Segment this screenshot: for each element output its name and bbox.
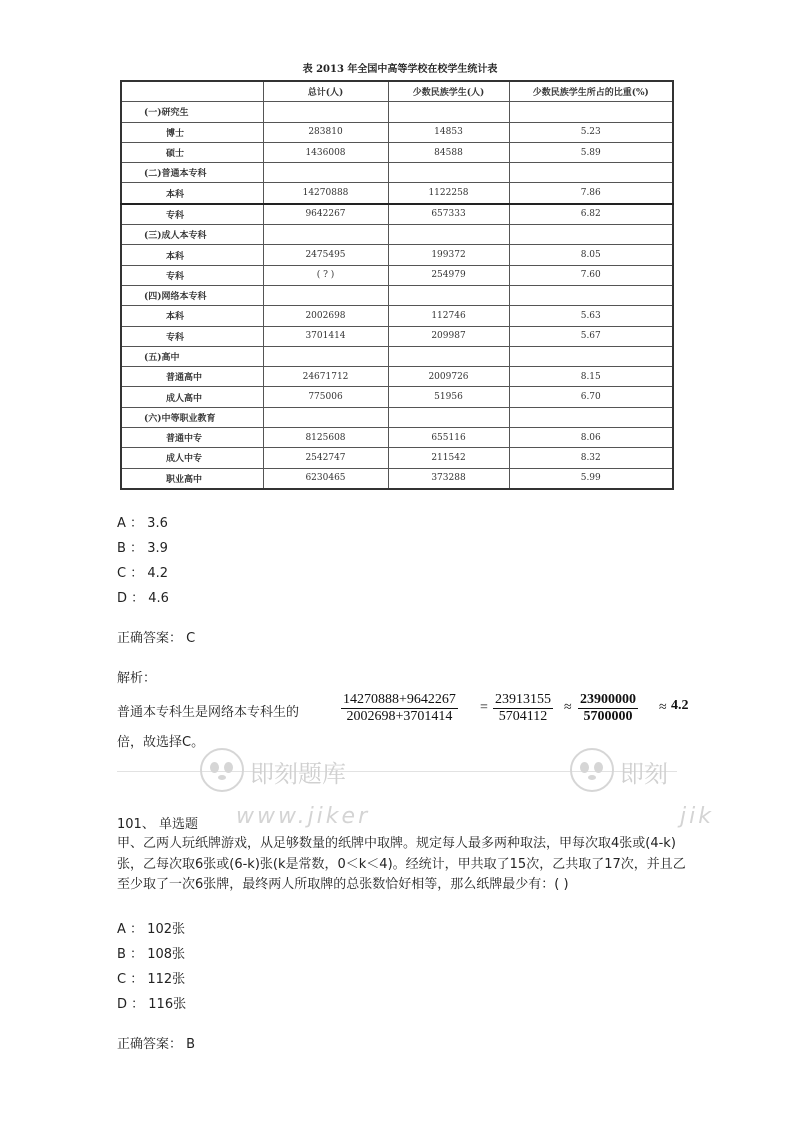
- cell-minority: 51956: [388, 387, 509, 407]
- option-text: 108张: [147, 947, 186, 962]
- question-type: 单选题: [158, 817, 198, 832]
- option-letter: B: [117, 947, 126, 962]
- cell-label: 专科: [121, 204, 263, 225]
- answer-value: B: [186, 1037, 196, 1052]
- header-cell: 总计(人): [263, 81, 388, 102]
- cell-label: (一)研究生: [121, 102, 263, 122]
- fraction-3: [578, 692, 638, 725]
- cell-total: 6230465: [263, 468, 388, 489]
- cell-empty: [388, 285, 509, 305]
- option-text: 3.9: [147, 541, 168, 556]
- option-text: 3.6: [147, 516, 168, 531]
- analysis-result: 4.2: [671, 698, 689, 713]
- table-section-row: [121, 163, 673, 183]
- option-letter: A: [117, 516, 126, 531]
- cell-total: 2002698: [263, 306, 388, 326]
- cell-ratio: 8.32: [509, 448, 673, 468]
- cell-label: (三)成人本专科: [121, 225, 263, 245]
- cell-minority: 254979: [388, 265, 509, 285]
- option-letter: C: [117, 972, 127, 987]
- table-body: [121, 102, 673, 489]
- option-text: 4.2: [147, 566, 169, 581]
- fraction-denominator: 5704112: [493, 708, 553, 725]
- table-row: [121, 468, 673, 489]
- cell-total: 14270888: [263, 183, 388, 204]
- cell-label: 专科: [121, 265, 263, 285]
- option-letter: A: [117, 922, 126, 937]
- option-letter: C: [117, 566, 127, 581]
- cell-ratio: 5.67: [509, 326, 673, 346]
- option-c[interactable]: C ： 112张: [117, 972, 186, 987]
- table-title: 表 2013 年全国中高等学校在校学生统计表: [302, 64, 498, 75]
- analysis-formula: [117, 692, 697, 732]
- cell-empty: [509, 225, 673, 245]
- watermark-url: jik: [680, 804, 714, 829]
- cell-label: 专科: [121, 326, 263, 346]
- option-a[interactable]: A ： 3.6: [117, 516, 168, 531]
- header-cell: 少数民族学生(人): [388, 81, 509, 102]
- cell-label: 成人中专: [121, 448, 263, 468]
- question-divider: [117, 771, 677, 772]
- table-row: [121, 428, 673, 448]
- cell-empty: [263, 225, 388, 245]
- cell-total: 8125608: [263, 428, 388, 448]
- cell-ratio: 8.06: [509, 428, 673, 448]
- cell-total: 9642267: [263, 204, 388, 225]
- cell-minority: 655116: [388, 428, 509, 448]
- option-text: 4.6: [148, 591, 169, 606]
- watermark-left: [200, 748, 500, 838]
- cell-total: 283810: [263, 122, 388, 142]
- cell-label: 成人高中: [121, 387, 263, 407]
- watermark-brand: 即刻题库: [250, 760, 346, 788]
- panda-nose: [588, 775, 596, 780]
- cell-empty: [263, 102, 388, 122]
- fraction-denominator: 5700000: [578, 708, 638, 725]
- cell-minority: 84588: [388, 142, 509, 162]
- table-header-row: [121, 81, 673, 102]
- cell-empty: [263, 163, 388, 183]
- cell-empty: [263, 407, 388, 427]
- cell-empty: [388, 407, 509, 427]
- watermark-right: [570, 748, 800, 838]
- question-number: 101: [117, 817, 142, 832]
- cell-empty: [263, 285, 388, 305]
- answer-label: 正确答案：: [117, 1037, 183, 1052]
- cell-empty: [388, 102, 509, 122]
- correct-answer: [117, 1033, 195, 1052]
- cell-minority: 2009726: [388, 367, 509, 387]
- cell-ratio: 6.82: [509, 204, 673, 225]
- table-row: [121, 204, 673, 225]
- option-d[interactable]: D ： 116张: [117, 997, 187, 1012]
- option-d[interactable]: D ： 4.6: [117, 591, 169, 606]
- table-row: [121, 122, 673, 142]
- fraction-denominator: 2002698+3701414: [341, 708, 458, 725]
- cell-minority: 211542: [388, 448, 509, 468]
- table-row: [121, 245, 673, 265]
- cell-minority: 14853: [388, 122, 509, 142]
- question-header: [117, 813, 198, 832]
- cell-ratio: 8.15: [509, 367, 673, 387]
- cell-label: (四)网络本专科: [121, 285, 263, 305]
- question-body: 甲、乙两人玩纸牌游戏，从足够数量的纸牌中取牌。规定每人最多两种取法，甲每次取4张或(4-k)张，乙每次取6张或(6-k)张(k是常数，0＜k＜4)。经统计，甲共取了15次，乙共取了17次，并且乙至少取了一次6张牌，最终两人所取牌的总张数恰好相等，那么纸牌最少有：( ): [117, 836, 686, 892]
- cell-ratio: 5.63: [509, 306, 673, 326]
- header-cell: [121, 81, 263, 102]
- cell-label: 博士: [121, 122, 263, 142]
- table-row: [121, 367, 673, 387]
- fraction-2: [493, 692, 553, 725]
- cell-empty: [388, 225, 509, 245]
- watermark-url: www.jiker: [236, 804, 371, 829]
- fraction-numerator: 14270888+9642267: [343, 692, 456, 707]
- option-letter: B: [117, 541, 126, 556]
- cell-total: 775006: [263, 387, 388, 407]
- cell-minority: 199372: [388, 245, 509, 265]
- statistics-table: [120, 80, 674, 490]
- approx-sign: ≈: [659, 700, 667, 715]
- fraction-1: [341, 692, 458, 725]
- panda-nose: [218, 775, 226, 780]
- cell-label: (五)高中: [121, 346, 263, 366]
- cell-ratio: 6.70: [509, 387, 673, 407]
- table-row: [121, 306, 673, 326]
- cell-minority: 657333: [388, 204, 509, 225]
- option-text: 112张: [147, 972, 186, 987]
- cell-minority: 209987: [388, 326, 509, 346]
- cell-minority: 373288: [388, 468, 509, 489]
- cell-empty: [509, 102, 673, 122]
- table-row: [121, 265, 673, 285]
- header-separator: 、: [141, 817, 159, 832]
- cell-empty: [509, 346, 673, 366]
- analysis-prefix: 普通本专科生是网络本专科生的: [117, 705, 300, 720]
- cell-ratio: 8.05: [509, 245, 673, 265]
- panda-logo-icon: [200, 748, 244, 792]
- cell-label: 普通中专: [121, 428, 263, 448]
- answer-label: 正确答案：: [117, 631, 183, 646]
- table-row: [121, 183, 673, 204]
- header-cell: 少数民族学生所占的比重(%): [509, 81, 673, 102]
- cell-label: (六)中等职业教育: [121, 407, 263, 427]
- table-section-row: [121, 407, 673, 427]
- cell-empty: [388, 346, 509, 366]
- option-text: 116张: [148, 997, 187, 1012]
- cell-label: (二)普通本专科: [121, 163, 263, 183]
- cell-ratio: 7.86: [509, 183, 673, 204]
- cell-empty: [509, 285, 673, 305]
- option-a[interactable]: A ： 102张: [117, 922, 185, 937]
- cell-empty: [388, 163, 509, 183]
- cell-label: 本科: [121, 306, 263, 326]
- cell-label: 普通高中: [121, 367, 263, 387]
- option-letter: D: [117, 591, 128, 606]
- cell-empty: [509, 407, 673, 427]
- table-section-row: [121, 225, 673, 245]
- cell-empty: [509, 163, 673, 183]
- cell-total: 2542747: [263, 448, 388, 468]
- fraction-numerator: 23913155: [495, 692, 551, 707]
- panda-logo-icon: [570, 748, 614, 792]
- cell-total: 24671712: [263, 367, 388, 387]
- approx-sign: ≈: [564, 700, 572, 715]
- table-row: [121, 142, 673, 162]
- answer-value: C: [186, 631, 196, 646]
- analysis-label: 解析：: [117, 671, 157, 686]
- cell-ratio: 5.99: [509, 468, 673, 489]
- cell-ratio: 7.60: [509, 265, 673, 285]
- cell-label: 本科: [121, 183, 263, 204]
- equals-sign: =: [480, 700, 488, 715]
- table-section-row: [121, 102, 673, 122]
- table-row: [121, 326, 673, 346]
- option-b[interactable]: B ： 3.9: [117, 541, 168, 556]
- cell-total: 3701414: [263, 326, 388, 346]
- cell-label: 职业高中: [121, 468, 263, 489]
- fraction-numerator: 23900000: [580, 692, 636, 707]
- cell-total: ( ? ): [263, 265, 388, 285]
- option-letter: D: [117, 997, 128, 1012]
- cell-minority: 1122258: [388, 183, 509, 204]
- table-section-row: [121, 346, 673, 366]
- cell-empty: [263, 346, 388, 366]
- cell-total: 2475495: [263, 245, 388, 265]
- cell-ratio: 5.23: [509, 122, 673, 142]
- option-b[interactable]: B ： 108张: [117, 947, 186, 962]
- table-row: [121, 387, 673, 407]
- cell-ratio: 5.89: [509, 142, 673, 162]
- option-c[interactable]: C ： 4.2: [117, 566, 169, 581]
- analysis-suffix: 倍，故选择C。: [117, 735, 205, 750]
- table-row: [121, 448, 673, 468]
- correct-answer: [117, 627, 195, 646]
- cell-label: 硕士: [121, 142, 263, 162]
- cell-total: 1436008: [263, 142, 388, 162]
- watermark-brand: 即刻: [620, 760, 668, 788]
- table-section-row: [121, 285, 673, 305]
- cell-minority: 112746: [388, 306, 509, 326]
- cell-label: 本科: [121, 245, 263, 265]
- option-text: 102张: [147, 922, 185, 937]
